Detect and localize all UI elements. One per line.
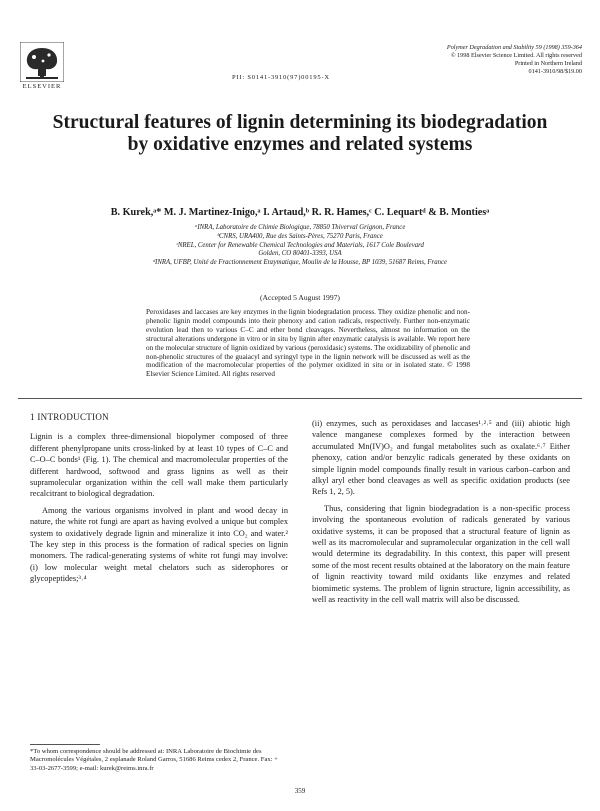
paragraph: Lignin is a complex three-dimensional biopolymer composed of three different phenylpropane units cross-linked by at least 10 types of C–C and C–O–C bonds¹ (Fig. 1). The chemical and macromolecular properties of the different hardwood, softwood and grass lignins as well as their supramolecular organization within the cell wall make them particularly recalcitrant to biological degradation.: [30, 432, 288, 499]
issn-line: 0141-3910/98/$19.00: [528, 68, 582, 75]
affiliation-c-address: Golden, CO 80401-3393, USA: [258, 250, 342, 258]
left-column: [30, 412, 288, 585]
article-title: Structural features of lignin determining its biodegradation by oxidative enzymes and related systems: [52, 112, 548, 155]
abstract: Peroxidases and laccases are key enzymes in the lignin biodegradation process. They oxidize phenolic and non-phenolic lignin model compounds into their phenoxy and cation radicals, respectively. Further non-enzymatic evolution lead then to various C–C and ether bond cleavages. Nevertheless, almost no information on the structural alterations undergone in vitro or in situ by lignin after enzymatic catalysis is available. We report here on the molecular structure of lignin oxidized by various (peroxidasic) systems. The oxidizability of phenolic and non-phenolic structures of the guaiacyl and syringyl type in the lignin network will be discussed as well as the modification of the macromolecular properties of the polymer oxidized in situ or in isolated state. © 1998 Elsevier Science Limited. All rights reserved: [146, 308, 470, 379]
journal-info: [392, 44, 582, 76]
affiliations: [40, 224, 560, 268]
affiliation-a: ᵃINRA, Laboratoire de Chimie Biologique, 78850 Thiverval Grignon, France: [194, 224, 406, 231]
accepted-date: (Accepted 5 August 1997): [260, 293, 340, 302]
paragraph: Among the various organisms involved in plant and wood decay in nature, the white rot fungi are apart as having evolved a unique but complex system to oxidatively degrade lignin and mineralize it into CO₂ and water.² The key step in this process is the formation of radical species on lignin monomers. The radical-generating systems of white rot fungi may involve: (i) low molecular weight metal chelators such as siderophores or glycopeptides;³˒⁴: [30, 505, 288, 584]
paragraph: (ii) enzymes, such as peroxidases and laccases¹˒²˒⁵ and (iii) abiotic high valence manganese complexes formed by the interaction between accumulated Mn(IV)O₂ and fungal metabolites such as oxalate.⁶˒⁷ Either phenoxy, cation and/or benzylic radicals generated by these oxidants on simple lignin model compounds finally result in various carbon–carbon and alkyl aryl ether bond cleavages as well as specific oxidation products (see Refs 1, 2, 5).: [312, 419, 570, 497]
paragraph: Thus, considering that lignin biodegradation is a non-specific process involving the spontaneous evolution of radicals generated by various oxidative systems, it can be proposed that a structural feature of lignin as well as its macromolecular and supramolecular organization in the cell wall would determine its degradability. In this context, this paper will present some of the most recent results obtained at the laboratory on the main feature of lignin reactivity toward mild oxidants like enzymes and related biomimetic systems. The problem of lignin structure, lignin accessibility, as well as reactivity in the cell wall matrix will also be discussed.: [312, 503, 570, 605]
affiliation-d: ᵈINRA, UFBP, Unité de Fractionnement Enzymatique, Moulin de la Housse, BP 1039, 51687 Reims, France: [152, 259, 448, 267]
footnote-divider: [30, 744, 100, 745]
section-heading: 1 INTRODUCTION: [30, 412, 109, 422]
elsevier-logo: [20, 42, 64, 90]
affiliation-b: ᵇCNRS, URA400, Rue des Saints-Pères, 75270 Paris, France: [217, 232, 383, 240]
journal-citation: Polymer Degradation and Stability 59 (1998) 359-364: [446, 44, 582, 51]
copyright-line: © 1998 Elsevier Science Limited. All rights reserved: [450, 52, 582, 59]
pii-code: PII: S0141-3910(97)00195-X: [232, 74, 330, 81]
elsevier-tree-icon: [20, 42, 64, 82]
correspondence-footnote: *To whom correspondence should be addressed at: INRA Laboratoire de Biochimie des Macromolécules Végétales, 2 esplanade Roland Garros, 51686 Reims cedex 2, France. Fax: + 33-03-2677-3599; e-mail: kurek@reims.inra.fr: [30, 748, 278, 772]
publisher-name: ELSEVIER: [22, 83, 62, 90]
affiliation-c: ᶜNREL, Center for Renewable Chemical Technologies and Materials, 1617 Cole Boulevard: [176, 241, 424, 249]
right-column: [312, 418, 570, 606]
section-divider: [18, 398, 582, 399]
page-number: 359: [294, 787, 306, 795]
printed-in-line: Printed in Northern Ireland: [514, 60, 582, 67]
author-list: B. Kurek,ᵃ* M. J. Martinez-Inigo,ᵃ I. Artaud,ᵇ R. R. Hames,ᶜ C. Lequartᵈ & B. Montiesᵃ: [110, 207, 490, 218]
